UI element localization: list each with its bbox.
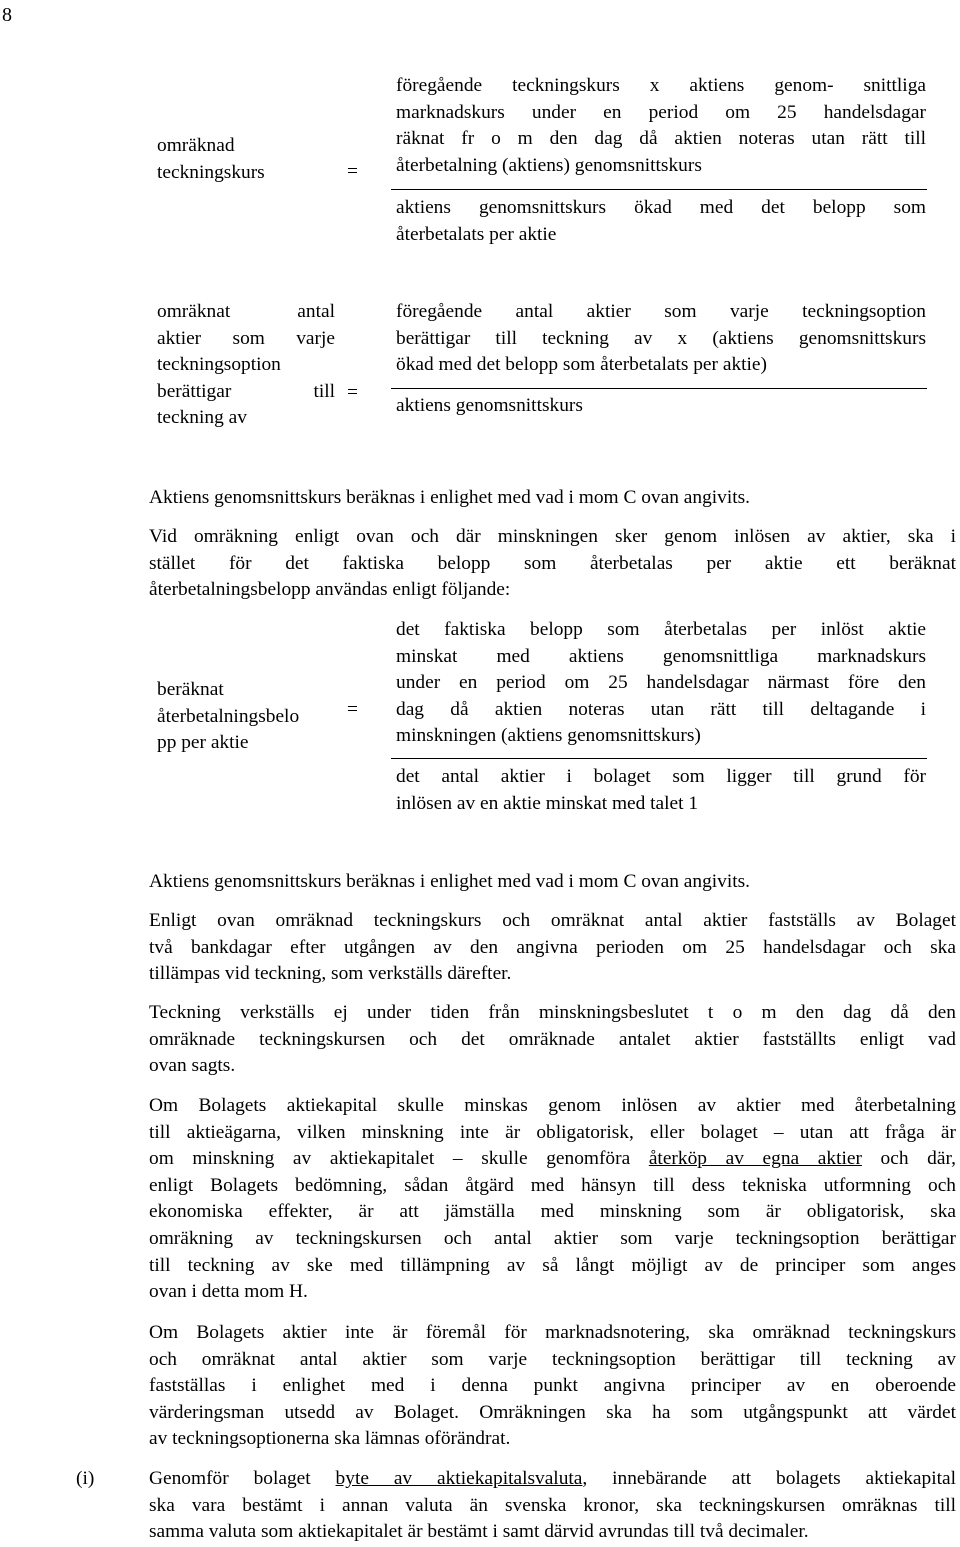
paragraph-line: ska vara bestämt i annan valuta än svenska kronor, ska teckningskursen omräknas till: [149, 1494, 956, 1516]
formula-lhs-line: berättigar till: [157, 380, 335, 402]
paragraph-line: tillämpas vid teckning, som verkställs därefter.: [149, 963, 512, 985]
formula-lhs-line: omräknad: [157, 135, 235, 156]
list-item-label: (i): [76, 1468, 95, 1489]
equals-sign: =: [347, 161, 358, 182]
numerator-line: återbetalning (aktiens) genomsnittskurs: [396, 154, 702, 176]
paragraph-line: Vid omräkning enligt ovan och där minskningen sker genom inlösen av aktier, ska i: [149, 526, 956, 547]
formula-lhs-line: pp per aktie: [157, 732, 249, 754]
paragraph-text: , innebärande att bolagets aktiekapital: [582, 1468, 956, 1489]
paragraph: [149, 1000, 956, 1080]
formula-numerator: [396, 73, 926, 179]
numerator-line: föregående antal aktier som varje teckningsoption: [396, 301, 926, 322]
paragraph-line: av teckningsoptionerna ska lämnas oförändrat.: [149, 1428, 511, 1450]
formula-denominator: [396, 764, 926, 817]
paragraph-text: och där,: [861, 1148, 957, 1170]
denominator-line: aktiens genomsnittskurs ökad med det belopp som: [396, 197, 926, 218]
denominator-line: återbetalats per aktie: [396, 223, 557, 245]
formula-lhs: [157, 133, 335, 186]
paragraph-line: Aktiens genomsnittskurs beräknas i enlighet med vad i mom C ovan angivits.: [149, 871, 751, 892]
paragraph-line: och omräknat antal aktier som varje teckningsoption berättigar till teckning av: [149, 1348, 956, 1370]
numerator-line: minskat med aktiens genomsnittliga marknadskurs: [396, 645, 926, 667]
formula-lhs-line: omräknat antal: [157, 301, 335, 322]
fraction-rule: [391, 189, 927, 190]
paragraph: [149, 524, 956, 604]
numerator-line: det faktiska belopp som återbetalas per inlöst aktie: [396, 619, 926, 640]
fraction-rule: [391, 388, 927, 389]
link-aterkop-av-egna-aktier[interactable]: återköp av egna aktier: [648, 1148, 862, 1170]
formula-lhs-line: beräknat: [157, 679, 224, 700]
numerator-line: under en period om 25 handelsdagar närmast före den: [396, 672, 926, 694]
formula-lhs-line: återbetalningsbelo: [157, 705, 300, 727]
paragraph-line: omräknade teckningskursen och det omräknade antalet aktier fastställts enligt vad: [149, 1028, 956, 1050]
denominator-line: inlösen av en aktie minskat med talet 1: [396, 792, 699, 814]
formula-numerator: [396, 299, 926, 379]
paragraph-line: enligt Bolagets bedömning, sådan åtgärd med hänsyn till dess tekniska utformning och: [149, 1174, 956, 1196]
equals-sign: =: [347, 699, 358, 720]
paragraph-line: återbetalningsbelopp användas enligt följande:: [149, 579, 511, 601]
paragraph-line: Om Bolagets aktiekapital skulle minskas genom inlösen av aktier med återbetalning: [149, 1095, 956, 1116]
paragraph-line: ovan i detta mom H.: [149, 1281, 308, 1303]
numerator-line: minskningen (aktiens genomsnittskurs): [396, 725, 701, 747]
fraction-rule: [391, 758, 927, 759]
paragraph-line: [149, 1146, 956, 1173]
formula-lhs-line: teckning av: [157, 407, 247, 429]
formula-lhs: [157, 299, 335, 432]
numerator-line: marknadskurs under en period om 25 handelsdagar: [396, 101, 926, 123]
paragraph-line: till teckning av ske med tillämpning av så långt möjligt av de principer som anges: [149, 1254, 956, 1276]
paragraph-line: värderingsman utsedd av Bolaget. Omräkningen ska ha som utgångspunkt att värdet: [149, 1401, 956, 1423]
paragraph-line: omräkning av teckningskursen och antal aktier som varje teckningsoption berättigar: [149, 1227, 956, 1249]
paragraph-line: ekonomiska effekter, är att jämställa med minskning som är obligatorisk, ska: [149, 1201, 956, 1223]
paragraph: [149, 1093, 956, 1306]
formula-lhs-line: teckningsoption: [157, 354, 281, 376]
formula-numerator: [396, 617, 926, 750]
paragraph-text: om minskning av aktiekapitalet – skulle genomföra: [149, 1148, 649, 1170]
numerator-line: dag då aktien noteras utan rätt till deltagande i: [396, 698, 926, 720]
paragraph: [149, 869, 956, 896]
paragraph: [149, 485, 956, 512]
formula-lhs: [157, 677, 335, 757]
paragraph-line: fastställas i enlighet med i denna punkt angivna principer av en oberoende: [149, 1375, 956, 1397]
formula-denominator: [396, 195, 926, 248]
paragraph-line: till aktieägarna, vilken minskning inte är obligatorisk, eller bolaget – utan att fråga är: [149, 1121, 956, 1143]
equals-sign: =: [347, 382, 358, 403]
formula-lhs-line: aktier som varje: [157, 327, 335, 349]
list-item: [149, 1466, 956, 1546]
page-number: 8: [2, 4, 12, 26]
paragraph-line: stället för det faktiska belopp som återbetalas per aktie ett beräknat: [149, 552, 956, 574]
numerator-line: ökad med det belopp som återbetalats per aktie): [396, 354, 767, 376]
denominator-line: aktiens genomsnittskurs: [396, 395, 583, 416]
paragraph-line: samma valuta som aktiekapitalet är bestämt i samt därvid avrundas till två decimaler.: [149, 1521, 809, 1543]
formula-denominator: [396, 393, 926, 420]
numerator-line: föregående teckningskurs x aktiens genom- snittliga: [396, 75, 926, 96]
paragraph-line: ovan sagts.: [149, 1055, 236, 1077]
paragraph: [149, 1320, 956, 1453]
link-byte-av-aktiekapitalsvaluta[interactable]: byte av aktiekapitalsvaluta: [335, 1468, 583, 1489]
paragraph: [149, 908, 956, 988]
paragraph-line: Aktiens genomsnittskurs beräknas i enlighet med vad i mom C ovan angivits.: [149, 487, 751, 508]
paragraph-text: Genomför bolaget: [149, 1468, 336, 1489]
denominator-line: det antal aktier i bolaget som ligger till grund för: [396, 766, 926, 787]
paragraph-line: [149, 1466, 956, 1493]
paragraph-line: Teckning verkställs ej under tiden från minskningsbeslutet t o m den dag då den: [149, 1002, 956, 1023]
paragraph-line: Enligt ovan omräknad teckningskurs och omräknat antal aktier fastställs av Bolaget: [149, 910, 956, 931]
formula-lhs-line: teckningskurs: [157, 161, 265, 183]
numerator-line: räknat fr o m den dag då aktien noteras utan rätt till: [396, 128, 926, 150]
numerator-line: berättigar till teckning av x (aktiens genomsnittskurs: [396, 327, 926, 349]
paragraph-line: två bankdagar efter utgången av den angivna perioden om 25 handelsdagar och ska: [149, 936, 956, 958]
paragraph-line: Om Bolagets aktier inte är föremål för marknadsnotering, ska omräknad teckningskurs: [149, 1322, 956, 1343]
